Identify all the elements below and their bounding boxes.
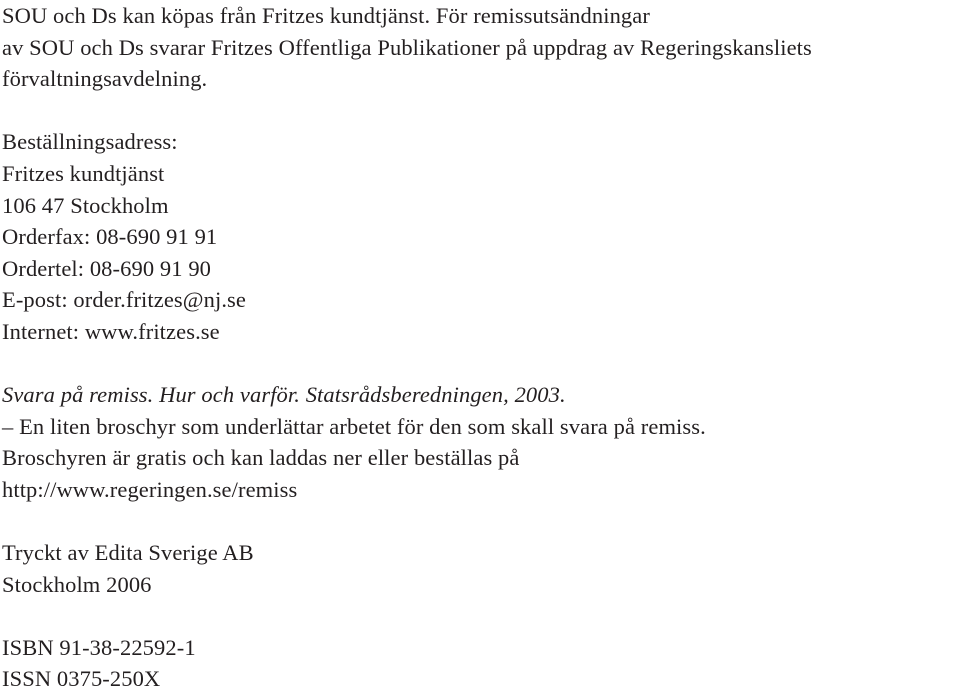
- printer-line: Tryckt av Edita Sverige AB: [2, 540, 254, 566]
- isbn-line: ISBN 91-38-22592-1: [2, 634, 196, 660]
- brochure-line-2: Broschyren är gratis och kan laddas ner eller beställas på: [2, 445, 520, 471]
- imprint-page: [2, 0, 958, 695]
- order-name: Fritzes kundtjänst: [2, 160, 165, 186]
- issn-line: ISSN 0375-250X: [2, 666, 161, 692]
- order-email: E-post: order.fritzes@nj.se: [2, 287, 246, 313]
- intro-line-2: av SOU och Ds svarar Fritzes Offentliga Publikationer på uppdrag av Regeringskansliets: [2, 34, 812, 60]
- brochure-block: [2, 379, 958, 505]
- intro-line-1: SOU och Ds kan köpas från Fritzes kundtjänst. För remissutsändningar: [2, 3, 650, 28]
- order-fax: Orderfax: 08-690 91 91: [2, 224, 218, 250]
- brochure-title: Svara på remiss. Hur och varför. Statsrådsberedningen, 2003.: [2, 382, 566, 408]
- order-phone: Ordertel: 08-690 91 90: [2, 255, 212, 281]
- order-address-block: [2, 126, 958, 347]
- order-city: 106 47 Stockholm: [2, 192, 169, 218]
- place-year-line: Stockholm 2006: [2, 571, 152, 597]
- brochure-url: http://www.regeringen.se/remiss: [2, 476, 298, 502]
- print-block: [2, 537, 958, 600]
- intro-line-3: förvaltningsavdelning.: [2, 66, 208, 92]
- brochure-line-1: – En liten broschyr som underlättar arbetet för den som skall svara på remiss.: [2, 413, 706, 439]
- order-heading: Beställningsadress:: [2, 129, 178, 155]
- order-web: Internet: www.fritzes.se: [2, 318, 220, 344]
- intro-paragraph: [2, 0, 958, 95]
